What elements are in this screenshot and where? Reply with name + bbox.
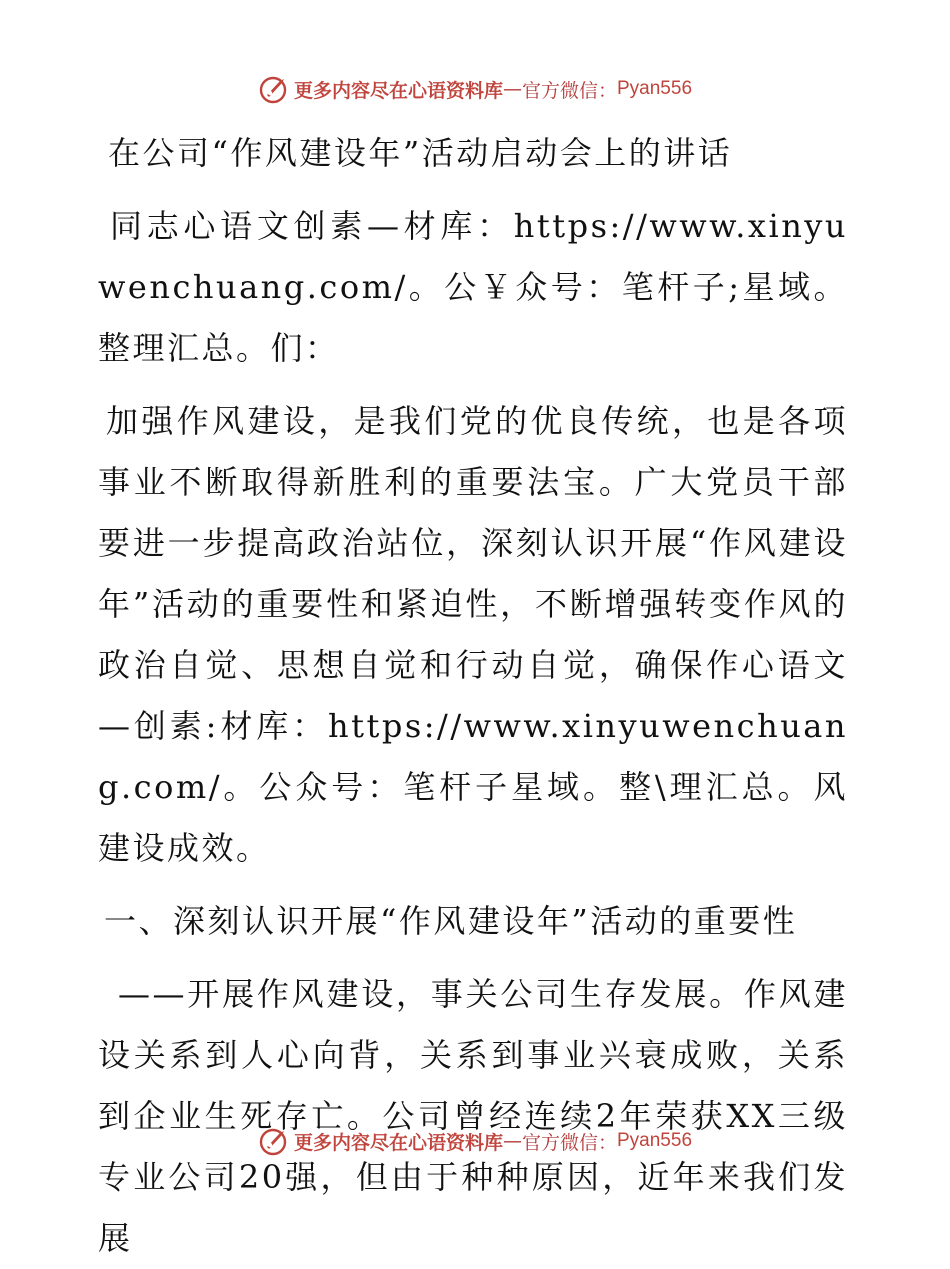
pen-nib-logo-icon <box>258 73 290 105</box>
banner-slogan: 更多内容尽在心语资料库 <box>293 1131 503 1154</box>
paragraph: 加强作风建设，是我们党的优良传统，也是各项事业不断取得新胜利的重要法宝。广大党员干部要进一步提高政治站位，深刻认识开展“作风建设年”活动的重要性和紧迫性，不断增强转变作风的政治自觉、思想自觉和行动自觉，确保作心语文—创素:材库：https://www.xinyuwenchuang.com/。公众号：笔杆子星域。整\理汇总。风建设成效。 <box>98 402 848 867</box>
paragraph: ——开展作风建设，事关公司生存发展。作风建设关系到人心向背，关系到事业兴衰成败，关系到企业生死存亡。公司曾经连续2年荣获XX三级专业公司20强，但由于种种原因，近年来我们发展 <box>98 975 848 1257</box>
banner-separator: — <box>502 1130 522 1152</box>
banner-wechat-id: Pyan556 <box>617 78 693 99</box>
pen-nib-logo-icon <box>258 1125 290 1157</box>
banner-separator: — <box>502 78 522 100</box>
header-watermark-banner <box>0 72 950 106</box>
document-body <box>98 123 848 1269</box>
banner-wechat-id: Pyan556 <box>617 1130 693 1151</box>
banner-official-label: 官方微信： <box>521 1131 617 1154</box>
footer-watermark-banner <box>0 1124 950 1158</box>
banner-slogan: 更多内容尽在心语资料库 <box>293 79 503 102</box>
document-title: 在公司“作风建设年”活动启动会上的讲话 <box>108 134 733 172</box>
section-heading: 一、深刻认识开展“作风建设年”活动的重要性 <box>104 902 798 940</box>
banner-official-label: 官方微信： <box>521 79 617 102</box>
salutation: 同志心语文创素—材库：https://www.xinyuwenchuang.com/。公￥众号：笔杆子;星域。整理汇总。们： <box>98 207 848 367</box>
